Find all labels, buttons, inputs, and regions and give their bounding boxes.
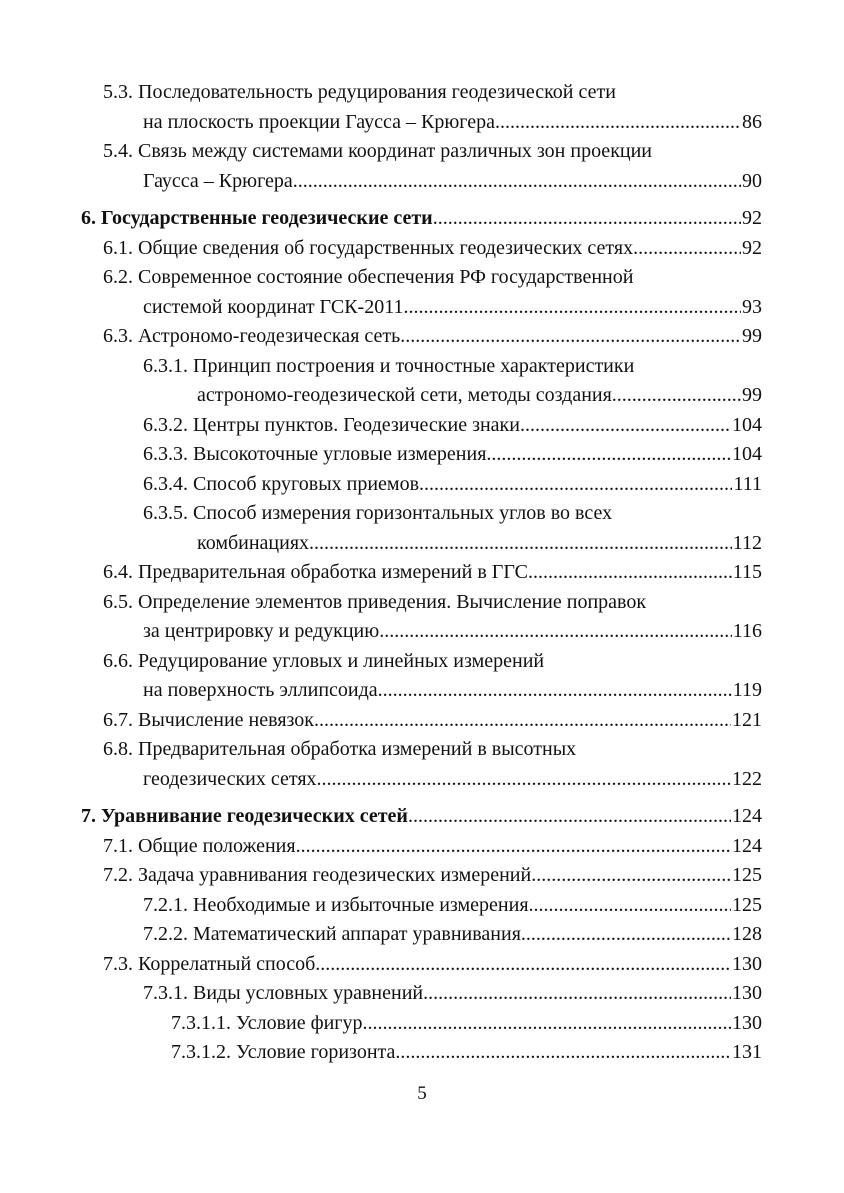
entry-page: 90: [742, 169, 762, 192]
entry-page: 112: [732, 531, 762, 554]
toc-entry-line: [103, 262, 633, 292]
entry-page: 116: [732, 620, 762, 642]
toc-entry-line: [143, 292, 762, 322]
toc-entry-line: [197, 528, 762, 558]
toc-entry: [0, 136, 844, 166]
dot-leader: [403, 292, 741, 322]
entry-title: Связь между системами координат различных зон проекции: [138, 140, 653, 162]
entry-number: 6.5.: [103, 590, 138, 613]
entry-title: Способ измерения горизонтальных углов во всех: [193, 502, 613, 524]
entry-page: 104: [732, 413, 762, 436]
entry-number: 7.3.1.: [143, 982, 193, 1004]
dot-leader: [529, 890, 731, 920]
entry-title: Общие сведения об государственных геодезических сетях: [138, 236, 634, 259]
entry-number: 5.3.: [103, 81, 138, 103]
toc-entry: [0, 860, 844, 890]
toc-entry-line: [143, 166, 762, 196]
entry-page: 115: [732, 561, 762, 583]
toc-entry-line: [103, 734, 576, 764]
entry-number: 5.4.: [103, 140, 138, 162]
dot-leader: [408, 801, 731, 831]
toc-entry-line: [143, 764, 762, 794]
dot-leader: [633, 233, 741, 263]
toc-entry-continuation: [0, 380, 844, 410]
dot-leader: [395, 1037, 731, 1067]
toc-entry: [0, 439, 844, 469]
entry-number: 7.3.1.1.: [171, 1011, 236, 1034]
entry-page: 125: [732, 864, 762, 886]
toc-entry-line: [103, 646, 544, 676]
toc-entry: [0, 919, 844, 949]
toc-entry-line: [103, 705, 762, 735]
entry-page: 124: [732, 834, 762, 857]
toc-entry-line: [103, 233, 762, 263]
toc-entry-continuation: [0, 166, 844, 196]
toc-entry-line: [81, 801, 762, 831]
toc-entry: [0, 978, 844, 1008]
toc-entry-line: [103, 136, 652, 166]
entry-number: 6.1.: [103, 236, 138, 259]
toc-entry: [0, 890, 844, 920]
entry-number: 7.3.1.2.: [171, 1041, 236, 1063]
entry-page: 86: [742, 110, 762, 133]
entry-title: Необходимые и избыточные измерения: [193, 893, 529, 916]
toc-entry: [0, 646, 844, 676]
toc-entry: [0, 831, 844, 861]
entry-number: 6.3.: [103, 325, 138, 347]
toc-entry-continuation: [0, 528, 844, 558]
entry-title-continued: астрономо-геодезической сети, методы создания: [197, 384, 612, 406]
toc-entry-line: [171, 1037, 762, 1067]
toc-entry: [0, 1037, 844, 1067]
dot-leader: [309, 528, 732, 558]
entry-title-continued: геодезических сетях: [143, 767, 317, 790]
entry-title: Задача уравнивания геодезических измерений: [138, 864, 532, 886]
toc-entry-line: [143, 675, 762, 705]
dot-leader: [315, 949, 731, 979]
toc-entry: [0, 410, 844, 440]
entry-number: 6.3.5.: [143, 502, 193, 524]
toc-entry: [0, 705, 844, 735]
entry-title: Вычисление невязок: [138, 708, 315, 731]
dot-leader: [612, 380, 741, 410]
entry-number: 7.2.2.: [143, 923, 193, 945]
toc-entry-line: [143, 616, 762, 646]
entry-title: Определение элементов приведения. Вычисление поправок: [138, 590, 647, 613]
toc-entry: [0, 351, 844, 381]
toc-entry-continuation: [0, 292, 844, 322]
toc-entry-line: [103, 321, 762, 351]
toc-entry-line: [103, 587, 646, 617]
entry-title-continued: Гаусса – Крюгера: [143, 169, 293, 192]
toc-entry-line: [103, 949, 762, 979]
dot-leader: [495, 107, 741, 137]
toc-entry: [0, 77, 844, 107]
entry-title: Редуцирование угловых и линейных измерений: [138, 649, 545, 672]
dot-leader: [486, 439, 731, 469]
toc-entry: [0, 949, 844, 979]
toc-entry-continuation: [0, 616, 844, 646]
entry-page: 111: [733, 472, 762, 495]
dot-leader: [531, 860, 731, 890]
entry-page: 99: [742, 384, 762, 406]
toc-entry: [0, 1008, 844, 1038]
toc-entry-continuation: [0, 764, 844, 794]
toc-entry-line: [103, 860, 762, 890]
entry-title-continued: за центрировку и редукцию: [143, 620, 380, 642]
entry-title: Общие положения: [138, 834, 296, 857]
toc-entry: [0, 557, 844, 587]
toc-entry: [0, 469, 844, 499]
dot-leader: [314, 705, 731, 735]
entry-page: 92: [742, 236, 762, 259]
entry-title: Математический аппарат уравнивания: [193, 923, 521, 945]
toc-entry-line: [103, 77, 616, 107]
entry-title: Астрономо-геодезическая сеть: [138, 325, 401, 347]
entry-number: 7.1.: [103, 834, 138, 857]
entry-title: Последовательность редуцирования геодезической сети: [138, 81, 616, 103]
entry-number: 6.3.1.: [143, 354, 193, 377]
toc-entry: [0, 587, 844, 617]
entry-number: 7.2.1.: [143, 893, 193, 916]
toc-chapter: [0, 801, 844, 831]
entry-number: 7.3.: [103, 952, 138, 975]
entry-title-continued: на плоскость проекции Гаусса – Крюгера: [143, 110, 496, 133]
dot-leader: [433, 203, 741, 233]
entry-title: Условие горизонта: [236, 1041, 396, 1063]
entry-number: 6.3.3.: [143, 443, 193, 465]
entry-title-continued: системой координат ГСК-2011: [143, 295, 404, 318]
entry-page: 104: [732, 443, 762, 465]
toc-entry-line: [143, 410, 762, 440]
entry-page: 130: [732, 952, 762, 975]
entry-number: 6.4.: [103, 561, 138, 583]
entry-title-continued: комбинациях: [197, 531, 310, 554]
toc-entry-line: [143, 469, 762, 499]
toc-entry-line: [103, 831, 762, 861]
entry-page: 93: [742, 295, 762, 318]
dot-leader: [423, 978, 731, 1008]
entry-number: 7.2.: [103, 864, 138, 886]
dot-leader: [363, 1008, 731, 1038]
entry-title: Государственные геодезические сети: [101, 207, 433, 229]
toc-entry-line: [81, 203, 762, 233]
entry-title-continued: на поверхность эллипсоида: [143, 679, 378, 701]
entry-title: Уравнивание геодезических сетей: [101, 805, 408, 827]
dot-leader: [379, 616, 732, 646]
dot-leader: [419, 469, 732, 499]
entry-number: 6.6.: [103, 649, 138, 672]
entry-page: 121: [732, 708, 762, 731]
toc-entry-continuation: [0, 107, 844, 137]
entry-page: 128: [732, 923, 762, 945]
dot-leader: [520, 410, 731, 440]
entry-title: Способ круговых приемов: [193, 472, 420, 495]
entry-page: 130: [732, 1011, 762, 1034]
toc-entry-line: [197, 380, 762, 410]
toc-entry-line: [143, 890, 762, 920]
entry-title: Современное состояние обеспечения РФ государственной: [138, 266, 634, 288]
entry-title: Предварительная обработка измерений в высотных: [138, 738, 577, 760]
toc-entry: [0, 233, 844, 263]
entry-title: Коррелатный способ: [138, 952, 316, 975]
dot-leader: [378, 675, 732, 705]
dot-leader: [400, 321, 741, 351]
toc-entry-line: [143, 498, 612, 528]
toc-entry-line: [143, 439, 762, 469]
entry-page: 92: [742, 207, 762, 229]
page-number: 5: [417, 1083, 427, 1104]
entry-title: Предварительная обработка измерений в ГГС: [138, 561, 528, 583]
toc-entry-line: [143, 919, 762, 949]
toc-entry-continuation: [0, 675, 844, 705]
entry-title: Виды условных уравнений: [193, 982, 424, 1004]
entry-page: 131: [732, 1041, 762, 1063]
toc-chapter: [0, 203, 844, 233]
entry-number: 6.3.4.: [143, 472, 193, 495]
entry-title: Высокоточные угловые измерения: [193, 443, 487, 465]
dot-leader: [293, 166, 741, 196]
toc-entry-line: [143, 351, 634, 381]
entry-page: 130: [732, 982, 762, 1004]
toc-entry: [0, 734, 844, 764]
entry-title: Условие фигур: [236, 1011, 363, 1034]
entry-number: 6.2.: [103, 266, 138, 288]
entry-number: 6.3.2.: [143, 413, 193, 436]
entry-title: Центры пунктов. Геодезические знаки: [193, 413, 520, 436]
entry-number: 6.: [81, 207, 101, 229]
toc-entry-line: [143, 107, 762, 137]
dot-leader: [317, 764, 731, 794]
dot-leader: [528, 557, 732, 587]
toc-entry: [0, 498, 844, 528]
entry-page: 99: [742, 325, 762, 347]
dot-leader: [296, 831, 731, 861]
toc-entry-line: [143, 978, 762, 1008]
toc-entry-line: [171, 1008, 762, 1038]
toc-entry: [0, 321, 844, 351]
dot-leader: [521, 919, 731, 949]
entry-title: Принцип построения и точностные характеристики: [193, 354, 635, 377]
toc-entry: [0, 262, 844, 292]
entry-page: 125: [732, 893, 762, 916]
entry-number: 7.: [81, 805, 101, 827]
toc-entry-line: [103, 557, 762, 587]
entry-page: 119: [732, 679, 762, 701]
entry-page: 122: [732, 767, 762, 790]
entry-page: 124: [732, 805, 762, 827]
entry-number: 6.8.: [103, 738, 138, 760]
entry-number: 6.7.: [103, 708, 138, 731]
